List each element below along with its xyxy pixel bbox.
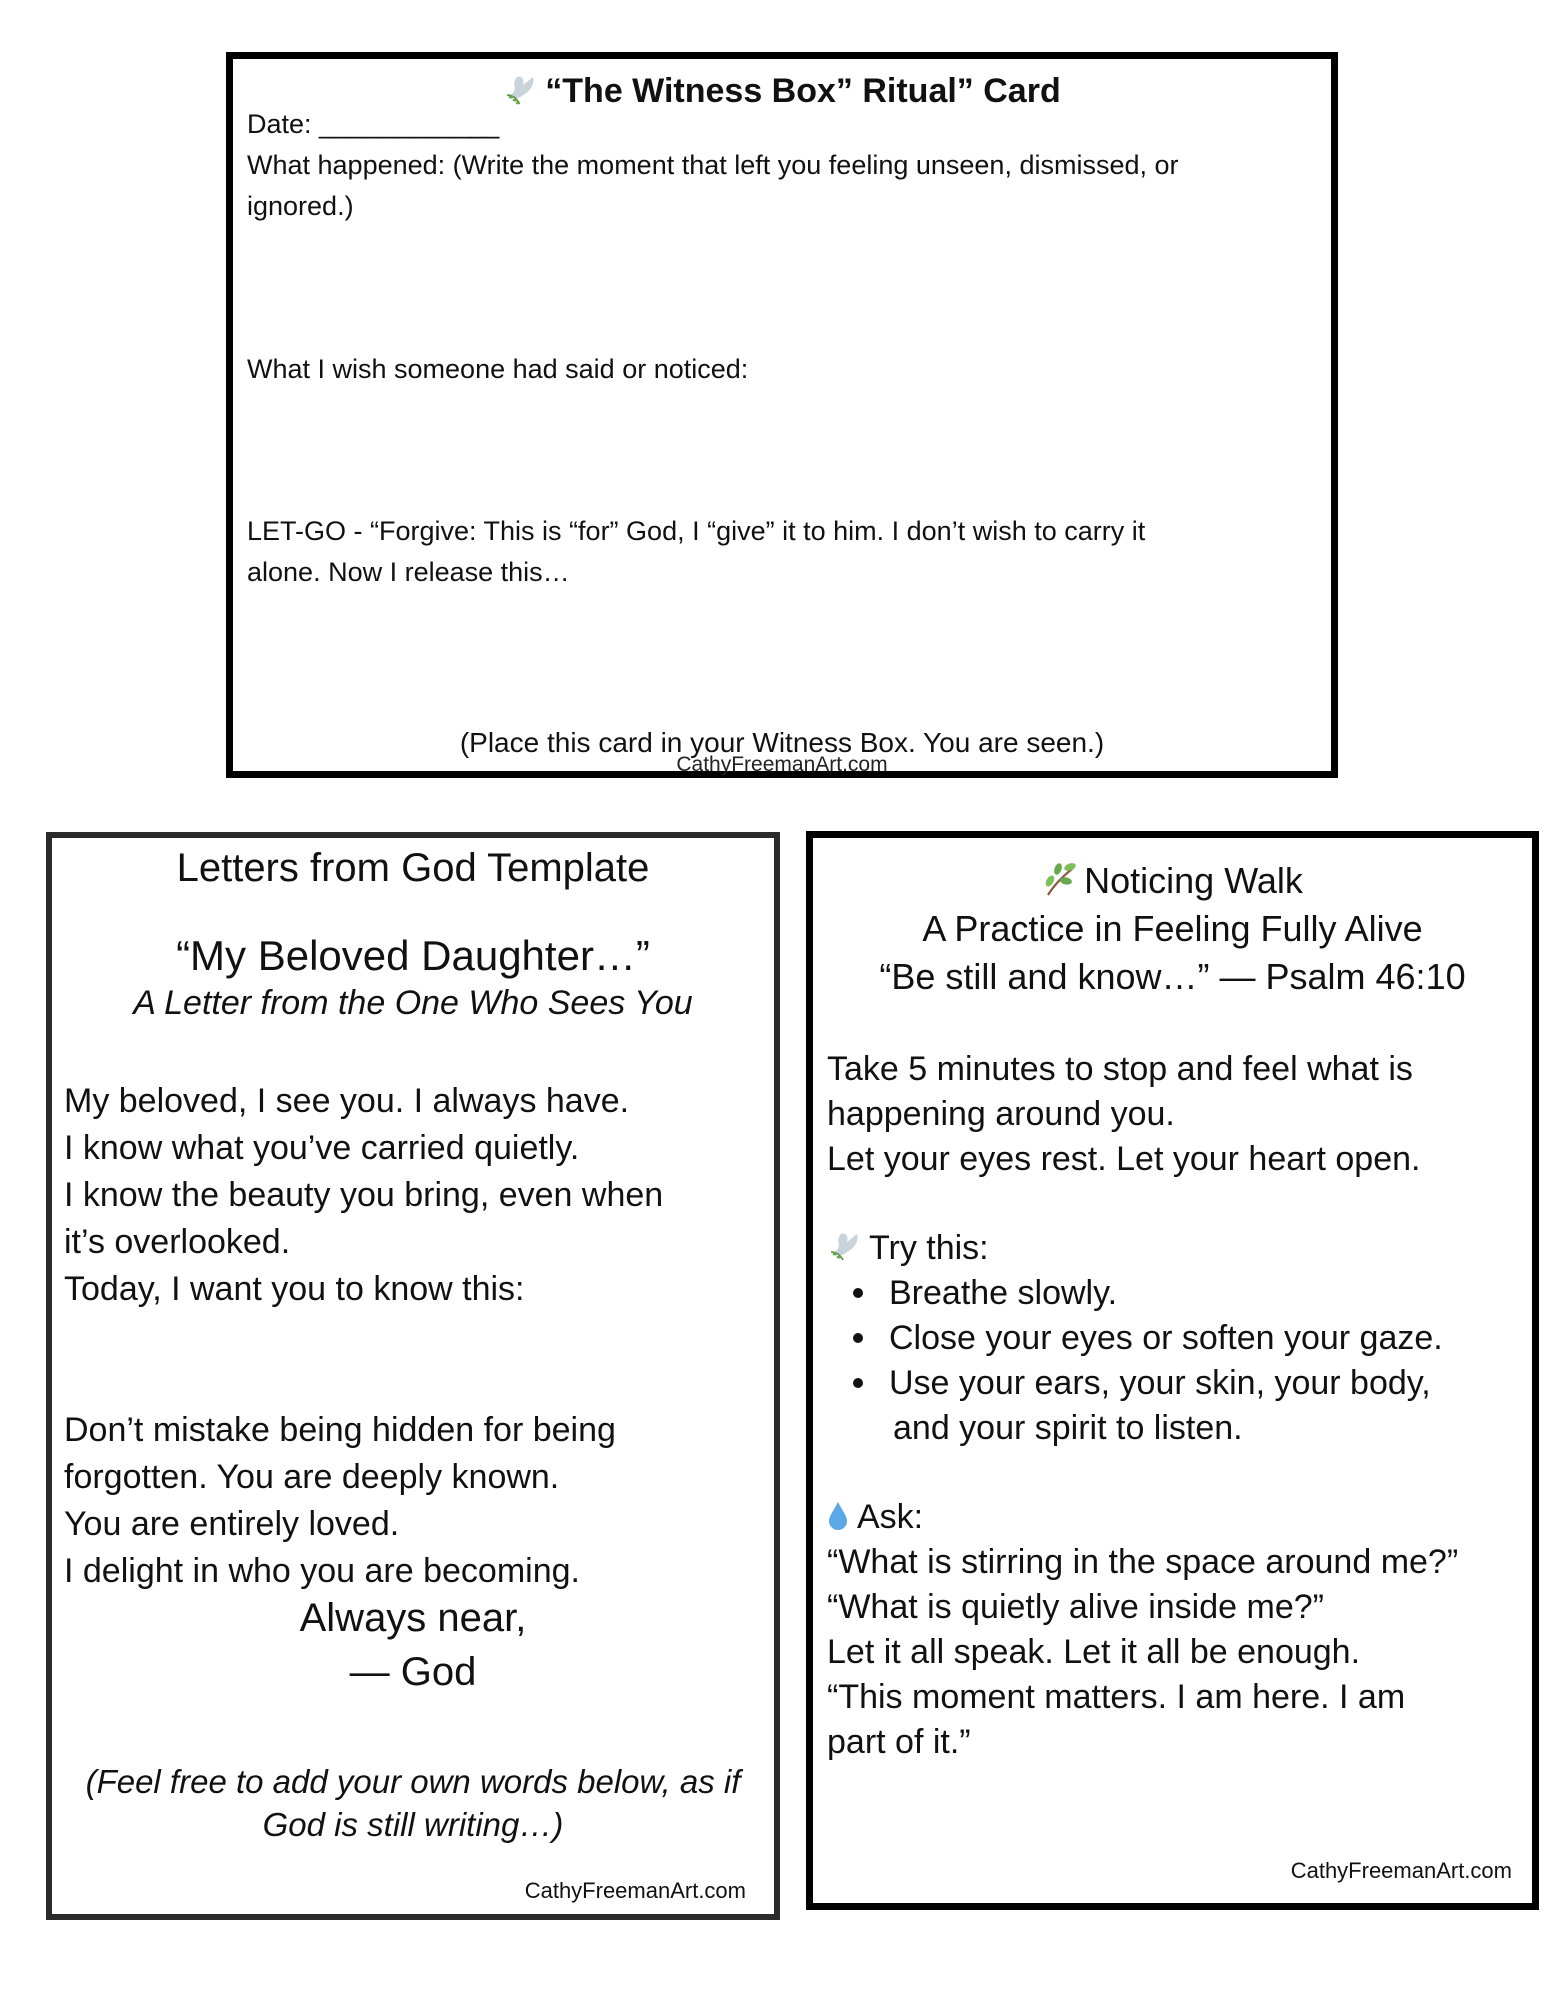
list-item: Use your ears, your skin, your body,	[853, 1364, 1431, 1403]
try-this-heading: Try this:	[827, 1229, 989, 1268]
ask-line: “This moment matters. I am here. I am	[827, 1678, 1406, 1716]
letter-signature: — God	[349, 1650, 477, 1694]
intro-line: happening around you.	[827, 1095, 1175, 1133]
wish-prompt: What I wish someone had said or noticed:	[247, 354, 749, 384]
noticing-walk-card	[806, 831, 1539, 1910]
walk-card-verse: “Be still and know…” — Psalm 46:10	[879, 956, 1466, 997]
dove-icon	[827, 1230, 863, 1264]
what-happened-prompt-cont: ignored.)	[247, 191, 354, 221]
letter-line: You are entirely loved.	[64, 1505, 400, 1543]
letter-signoff: Always near,	[299, 1596, 527, 1640]
leaf-branch-icon	[1042, 861, 1078, 897]
let-go-prompt-cont: alone. Now I release this…	[247, 557, 570, 587]
letter-subheading: A Letter from the One Who Sees You	[133, 984, 693, 1022]
letter-line: forgotten. You are deeply known.	[64, 1458, 560, 1496]
ask-line: “What is stirring in the space around me?”	[827, 1543, 1459, 1581]
list-item: Close your eyes or soften your gaze.	[853, 1319, 1443, 1358]
list-item: Breathe slowly.	[853, 1274, 1117, 1313]
bullet-icon	[853, 1378, 863, 1388]
letter-heading: “My Beloved Daughter…”	[176, 932, 650, 979]
letter-line: My beloved, I see you. I always have.	[64, 1082, 630, 1120]
title-text: “The Witness Box” Ritual” Card	[545, 72, 1061, 110]
list-item-continuation: and your spirit to listen.	[893, 1409, 1243, 1447]
site-credit: CathyFreemanArt.com	[524, 1878, 746, 1903]
site-credit: CathyFreemanArt.com	[676, 753, 888, 776]
title-text: Noticing Walk	[1084, 860, 1303, 901]
letters-from-god-card	[46, 832, 780, 1920]
walk-card-title	[813, 860, 1532, 902]
bullet-icon	[853, 1333, 863, 1343]
date-field-label: Date: ____________	[247, 109, 500, 139]
intro-line: Let your eyes rest. Let your heart open.	[827, 1140, 1421, 1178]
letter-line: I know the beauty you bring, even when	[64, 1176, 664, 1214]
intro-line: Take 5 minutes to stop and feel what is	[827, 1050, 1413, 1088]
let-go-prompt: LET-GO - “Forgive: This is “for” God, I “give” it to him. I don’t wish to carry it	[247, 516, 1146, 546]
letters-card-title: Letters from God Template	[176, 846, 650, 890]
letter-line: I delight in who you are becoming.	[64, 1552, 580, 1590]
letter-line: Don’t mistake being hidden for being	[64, 1411, 616, 1449]
letter-note-cont: God is still writing…)	[262, 1806, 564, 1843]
ask-line: Let it all speak. Let it all be enough.	[827, 1633, 1361, 1671]
letter-line: I know what you’ve carried quietly.	[64, 1129, 580, 1167]
witness-card-footer: (Place this card in your Witness Box. You are seen.)	[459, 727, 1105, 758]
walk-card-subtitle: A Practice in Feeling Fully Alive	[922, 908, 1423, 949]
dove-icon	[503, 73, 539, 107]
letter-note: (Feel free to add your own words below, as if	[85, 1763, 741, 1800]
witness-card-title	[233, 72, 1331, 111]
letter-line: it’s overlooked.	[64, 1223, 291, 1261]
ask-line: “What is quietly alive inside me?”	[827, 1588, 1324, 1626]
water-drop-icon	[827, 1501, 849, 1531]
witness-box-card	[226, 52, 1338, 778]
bullet-icon	[853, 1288, 863, 1298]
what-happened-prompt: What happened: (Write the moment that left you feeling unseen, dismissed, or	[247, 150, 1179, 180]
site-credit: CathyFreemanArt.com	[1290, 1858, 1512, 1883]
ask-heading: Ask:	[827, 1498, 923, 1537]
letter-line: Today, I want you to know this:	[64, 1270, 525, 1308]
ask-line: part of it.”	[827, 1723, 971, 1761]
